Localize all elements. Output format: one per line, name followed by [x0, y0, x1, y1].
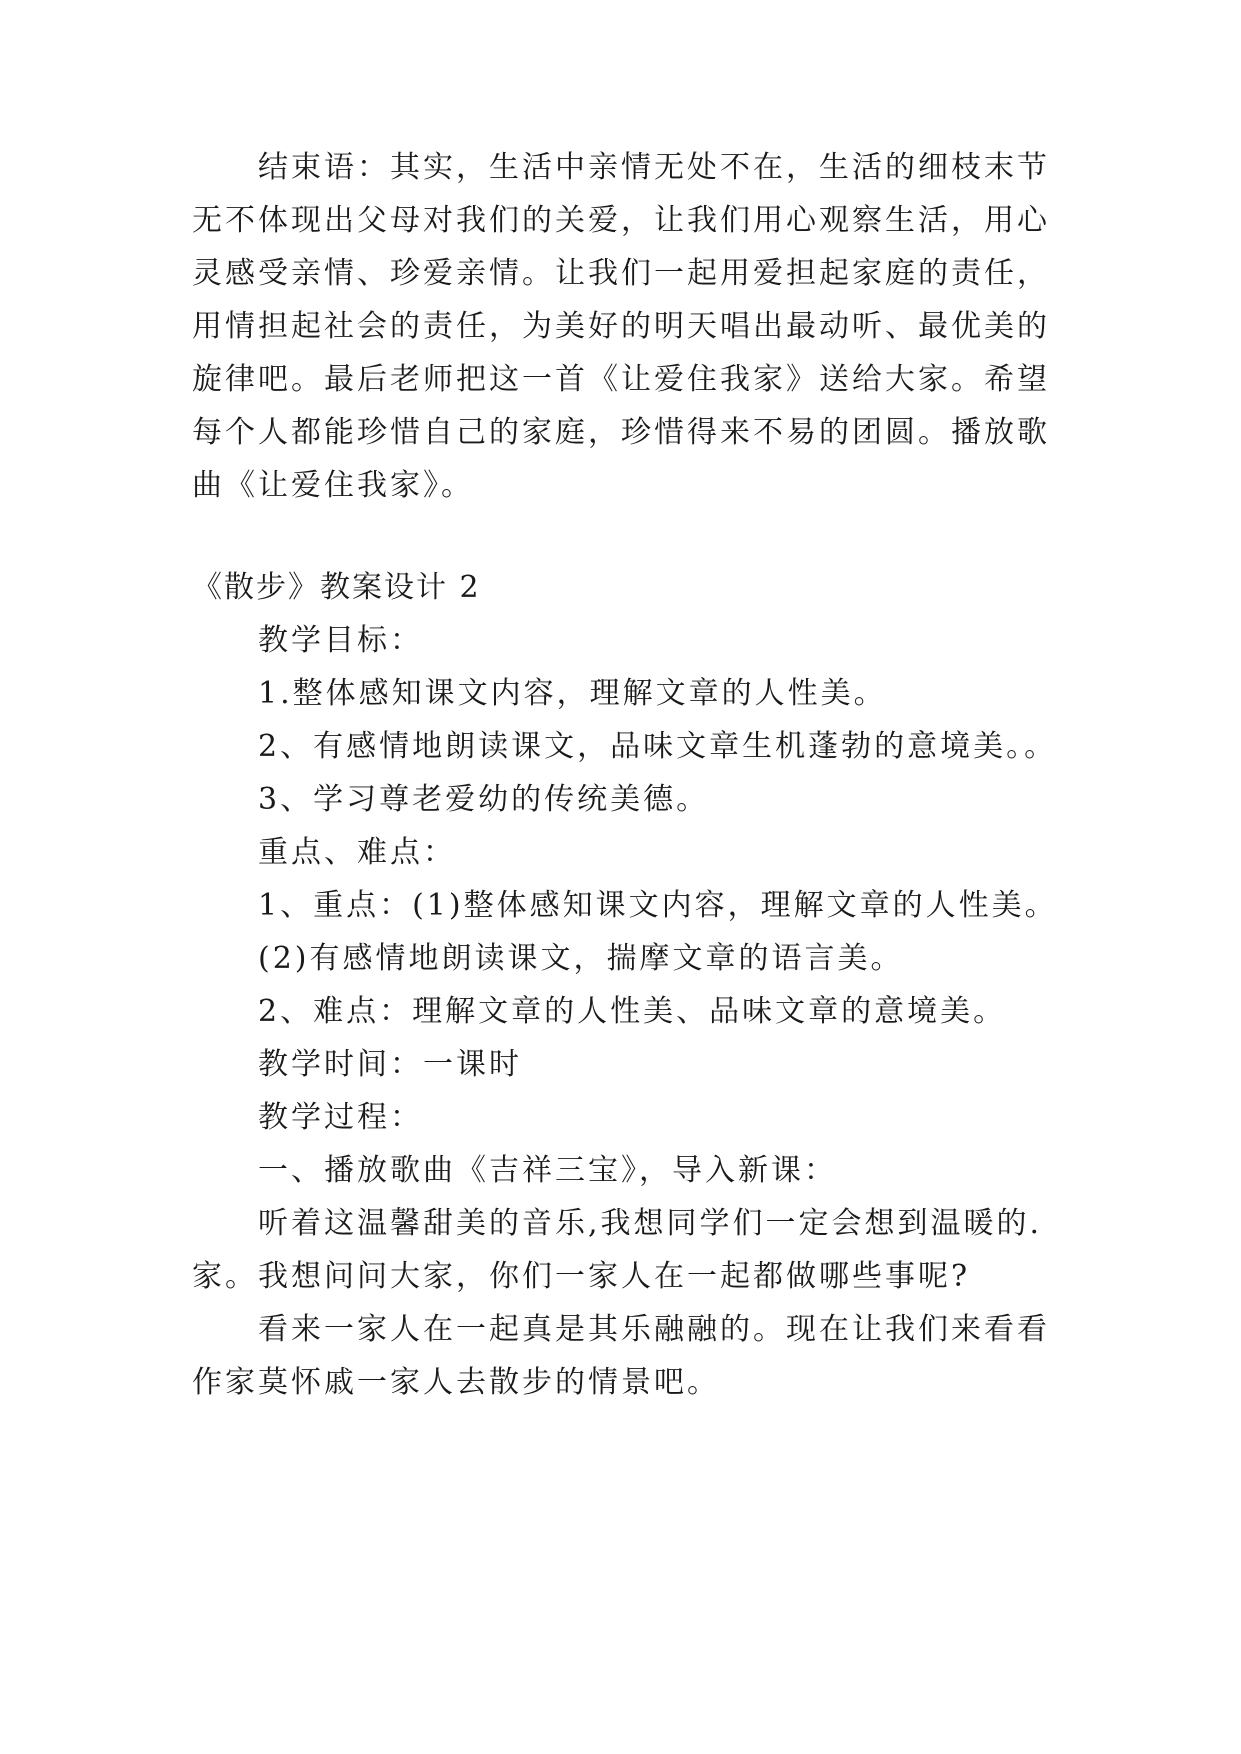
content-line-6: 1、重点：(1)整体感知课文内容，理解文章的人性美。	[258, 888, 1058, 923]
paragraph-1-line-1: 听着这温馨甜美的音乐,我想同学们一定会想到温暖的.	[258, 1206, 1043, 1241]
closing-line-4: 用情担起社会的责任，为美好的明天唱出最动听、最优美的	[192, 309, 1050, 344]
closing-line-6: 每个人都能珍惜自己的家庭，珍惜得来不易的团圆。播放歌	[192, 415, 1050, 450]
paragraph-1-line-2: 家。我想问问大家，你们一家人在一起都做哪些事呢?	[192, 1259, 971, 1294]
content-line-9: 教学时间：一课时	[258, 1047, 522, 1082]
content-line-8: 2、难点：理解文章的人性美、品味文章的意境美。	[258, 994, 1007, 1029]
content-line-7: (2)有感情地朗读课文，揣摩文章的语言美。	[258, 941, 904, 976]
content-line-2: 1.整体感知课文内容，理解文章的人性美。	[258, 676, 887, 711]
section-title: 《散步》教案设计 2	[192, 570, 481, 605]
closing-line-5: 旋律吧。最后老师把这一首《让爱住我家》送给大家。希望	[192, 362, 1050, 397]
content-line-1: 教学目标：	[258, 623, 423, 658]
paragraph-2-line-2: 作家莫怀戚一家人去散步的情景吧。	[192, 1365, 720, 1400]
content-line-5: 重点、难点：	[258, 835, 456, 870]
closing-line-1: 结束语：其实，生活中亲情无处不在，生活的细枝末节	[258, 150, 1050, 185]
paragraph-2-line-1: 看来一家人在一起真是其乐融融的。现在让我们来看看	[258, 1312, 1050, 1347]
content-line-3: 2、有感情地朗读课文，品味文章生机蓬勃的意境美。。	[258, 729, 1058, 764]
content-line-4: 3、学习尊老爱幼的传统美德。	[258, 782, 710, 817]
closing-line-2: 无不体现出父母对我们的关爱，让我们用心观察生活，用心	[192, 203, 1050, 238]
closing-line-3: 灵感受亲情、珍爱亲情。让我们一起用爱担起家庭的责任，	[192, 256, 1050, 291]
content-line-10: 教学过程：	[258, 1100, 423, 1135]
closing-line-7: 曲《让爱住我家》。	[192, 468, 474, 503]
content-line-11: 一、播放歌曲《吉祥三宝》，导入新课：	[258, 1153, 837, 1188]
